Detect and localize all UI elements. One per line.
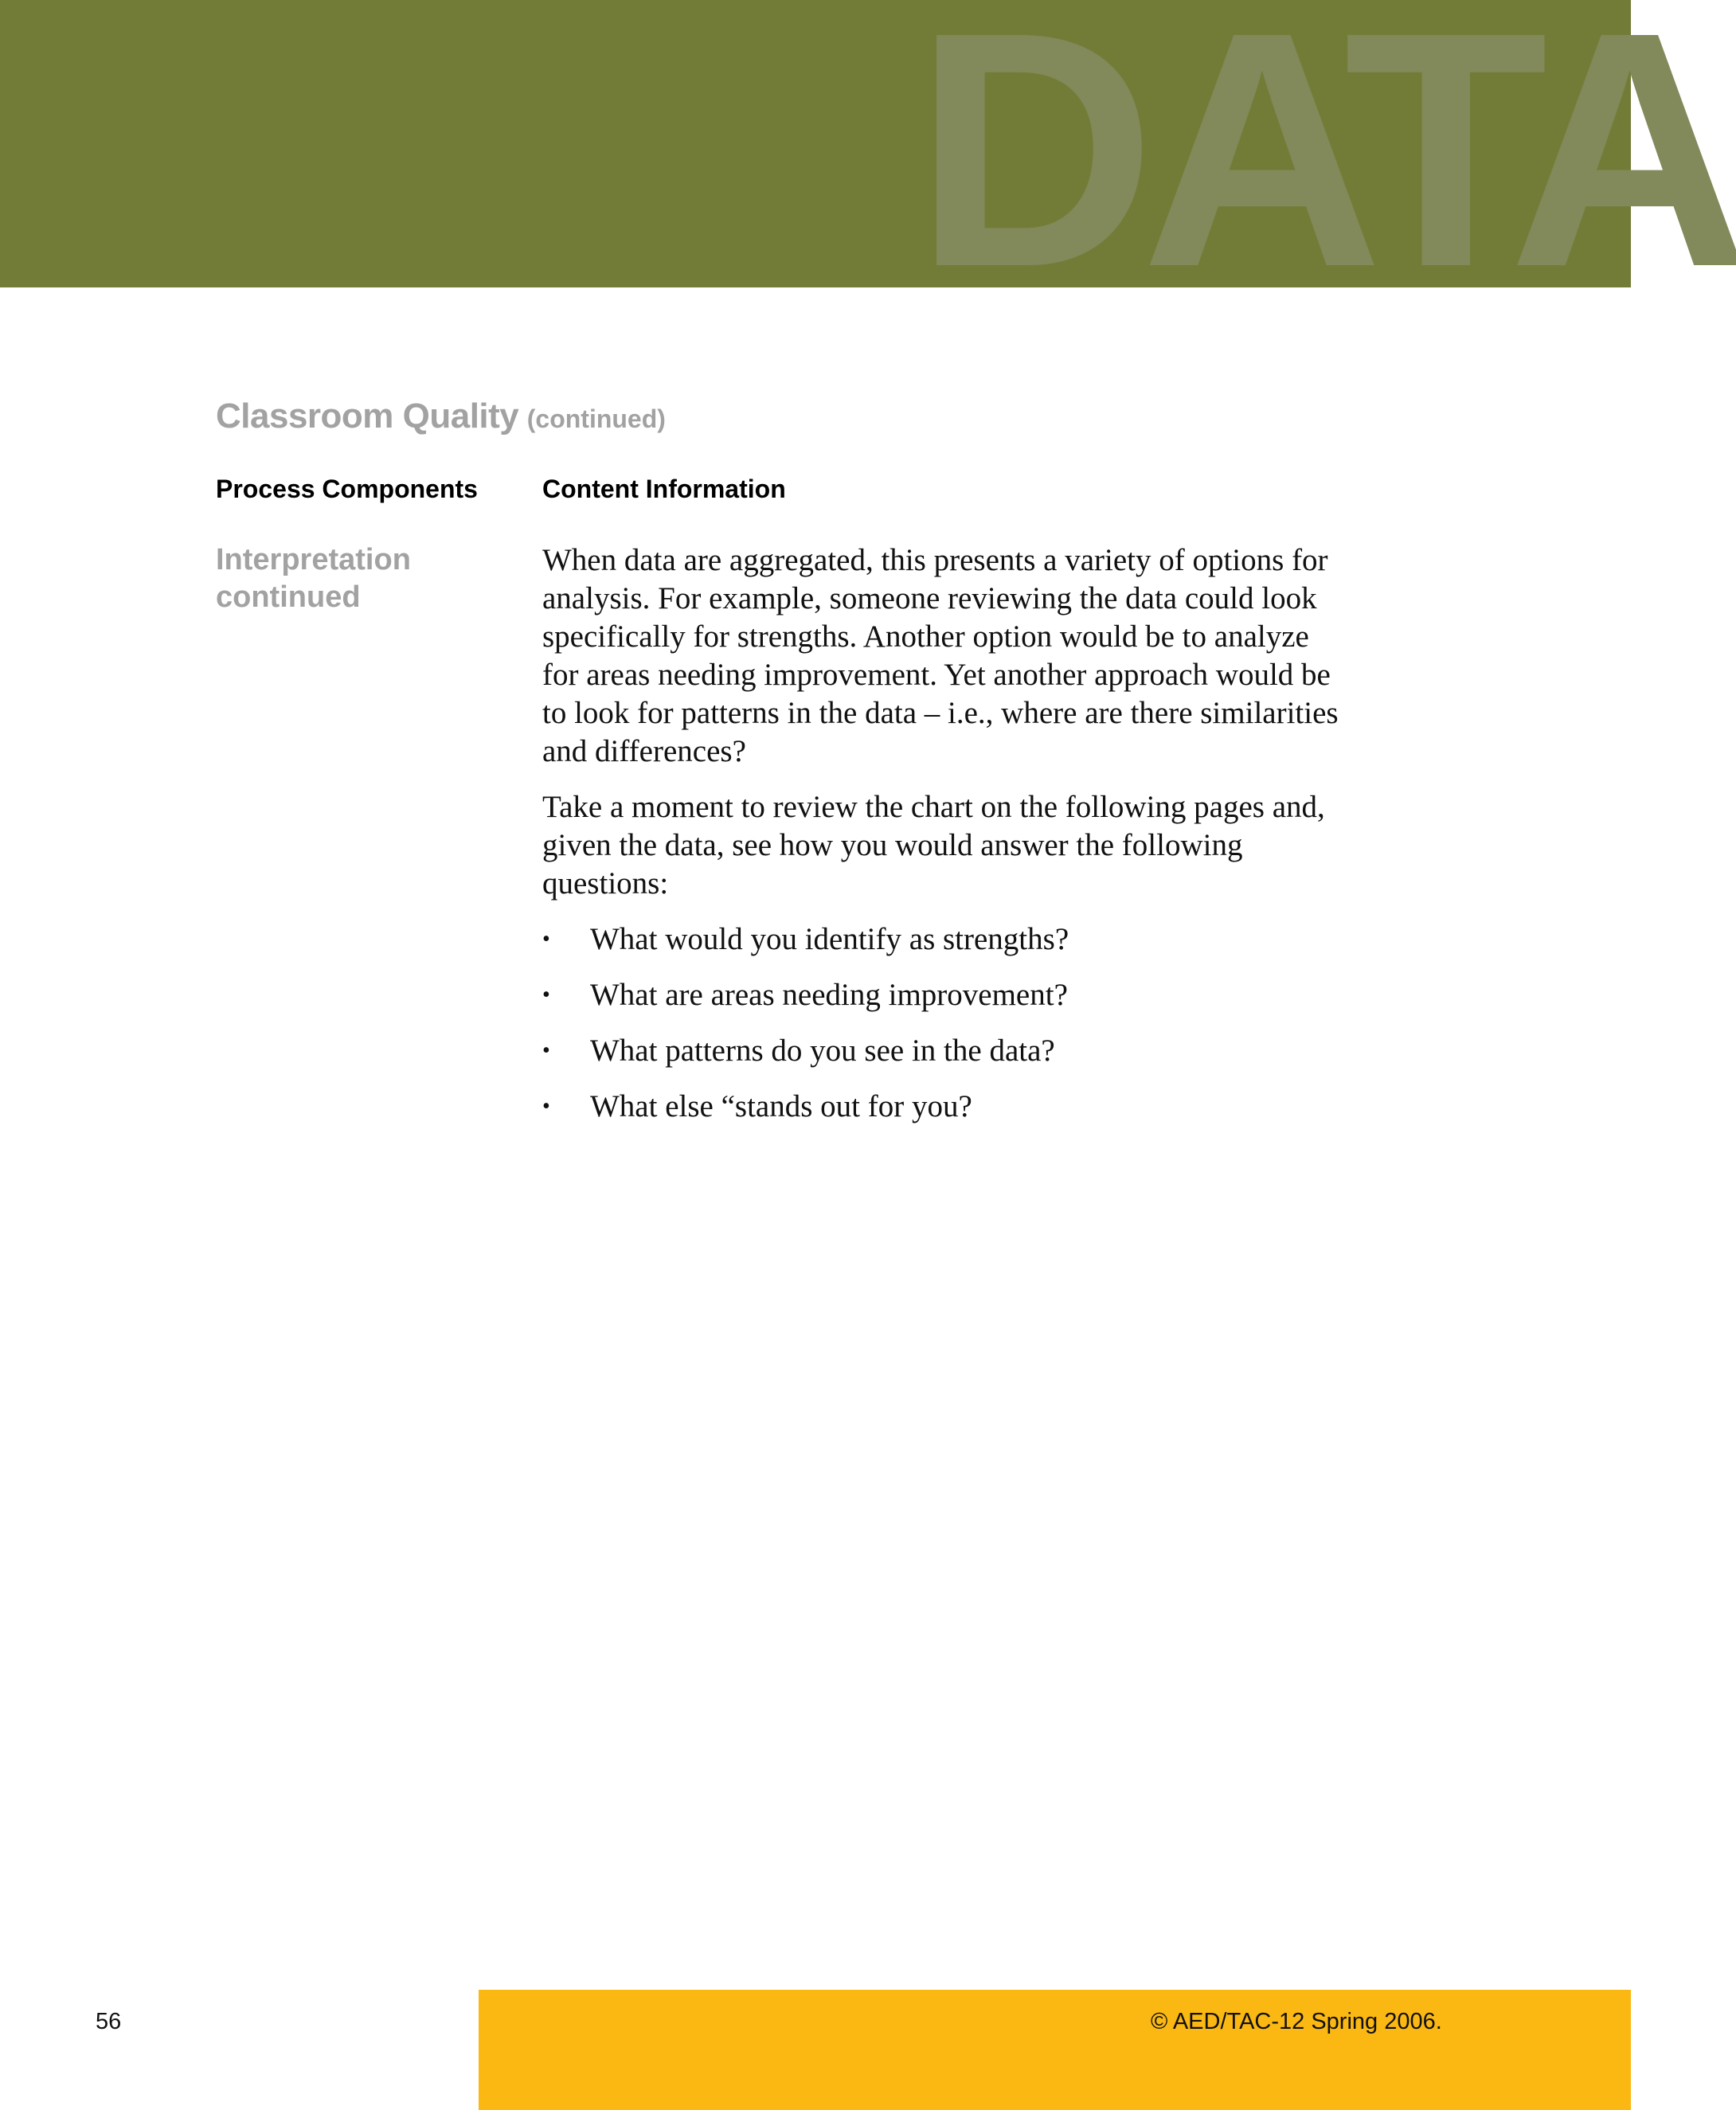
list-item-text: What would you identify as strengths? — [590, 922, 1069, 956]
bullet-icon: • — [542, 927, 550, 951]
header-band — [0, 0, 1736, 337]
section-title — [216, 397, 666, 436]
list-item — [542, 1088, 1339, 1126]
bullet-icon: • — [542, 983, 550, 1007]
column-header-process: Process Components — [216, 475, 478, 503]
content-information — [542, 541, 1339, 1143]
content-paragraph-2: Take a moment to review the chart on the following pages and, given the data, see how you would answer the following questions: — [542, 790, 1325, 901]
question-list — [542, 920, 1339, 1126]
process-label-line2: continued — [216, 580, 361, 614]
copyright-notice: © AED/TAC-12 Spring 2006. — [1151, 2009, 1442, 2034]
footer-band — [479, 1990, 1631, 2110]
list-item — [542, 976, 1339, 1014]
content-paragraph-1: When data are aggregated, this presents a variety of options for analysis. For example, someone reviewing the data could look specifically for strengths. Another option would be to analyze for areas needing improvement. Yet another approach would be to look for patterns in the data – i.e., where are there similarities and differences? — [542, 543, 1339, 768]
list-item — [542, 1032, 1339, 1070]
list-item-text: What else “stands out for you? — [590, 1089, 972, 1123]
header-watermark: DATA — [914, 0, 1736, 337]
process-label-line1: Interpretation — [216, 543, 411, 576]
page-number: 56 — [96, 2009, 122, 2034]
column-header-content: Content Information — [542, 475, 786, 503]
list-item-text: What are areas needing improvement? — [590, 978, 1068, 1012]
list-item — [542, 920, 1339, 959]
bullet-icon: • — [542, 1038, 550, 1063]
section-title-subtitle: (continued) — [526, 404, 666, 433]
list-item-text: What patterns do you see in the data? — [590, 1034, 1055, 1068]
bullet-icon: • — [542, 1094, 550, 1119]
process-component-label — [216, 541, 518, 616]
section-title-main: Classroom Quality — [216, 397, 519, 436]
